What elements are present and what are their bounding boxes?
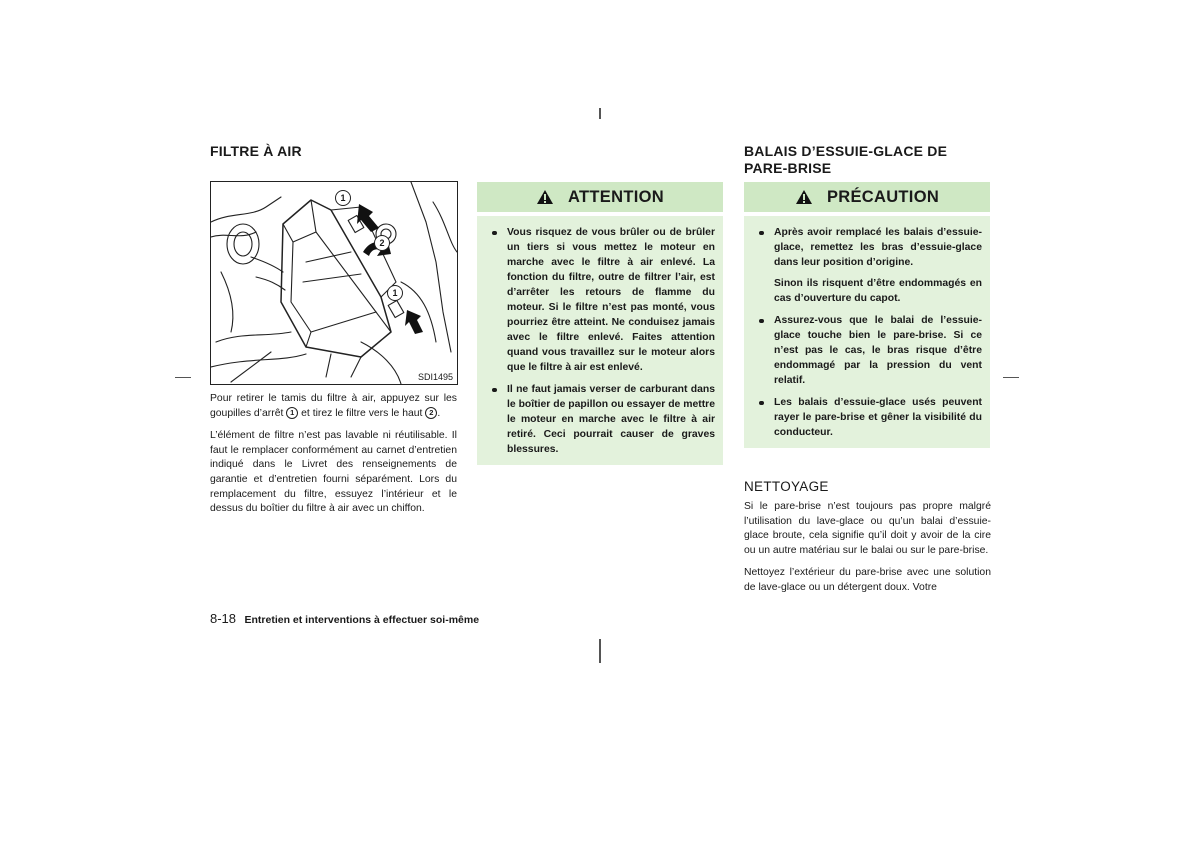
attention-item-2: Il ne faut jamais verser de carburant dans le boîtier de papillon ou essayer de mettre le moteur en marche avec le filtre à air retiré. Ceci pourrait causer de graves blessures.: [486, 382, 715, 457]
caution-item-1: Après avoir remplacé les balais d’essuie-glace, remettez les bras d’essuie-glace dans leur position d’origine.: [753, 225, 982, 270]
attention-header: [477, 182, 723, 212]
instruction-text-a: Pour retirer le tamis du filtre à air, appuyez sur les goupilles d’arrêt: [210, 393, 457, 419]
attention-box: [477, 182, 723, 465]
crop-mark-left: [175, 377, 191, 378]
attention-item-1: Vous risquez de vous brûler ou de brûler un tiers si vous mettez le moteur en marche avec le filtre à air enlevé. La fonction du filtre, outre de filtrer l’air, est d’arrêter les retours de flamme du moteur. Si le filtre n’est pas monté, vous pourriez être atteint. Ne conduisez jamais avec le filtre enlevé. Faites attention quand vous travaillez sur le moteur alors que le filtre à air est enlevé.: [486, 225, 715, 375]
warning-triangle-icon: [795, 189, 813, 205]
warning-triangle-icon: [536, 189, 554, 205]
air-filter-instructions: [210, 392, 457, 421]
crop-mark-bottom: [599, 639, 601, 663]
attention-content: [477, 216, 723, 465]
wiper-heading-line2: PARE-BRISE: [744, 160, 832, 176]
cleaning-para-2: Nettoyez l’extérieur du pare-brise avec une solution de lave-glace ou un détergent doux. Votre: [744, 567, 991, 593]
callout-1-top: 1: [335, 190, 351, 206]
caution-box: [744, 182, 990, 448]
callout-1-bottom: 1: [387, 285, 403, 301]
attention-list: [486, 225, 715, 457]
crop-mark-right: [1003, 377, 1019, 378]
inline-callout-2: 2: [425, 407, 437, 419]
page-footer: [210, 610, 479, 628]
air-filter-note: L’élément de filtre n’est pas lavable ni réutilisable. Il faut le remplacer conformément au carnet d’entretien indiqué dans le Livret des renseignements de garantie et d’entretien fourni séparément. Lors du remplacement du filtre, essuyez l’intérieur et le dessus du boîtier du filtre à air avec un chiffon.: [210, 430, 457, 515]
left-body: [210, 392, 457, 525]
cleaning-subheading: NETTOYAGE: [744, 479, 829, 494]
engine-bay-drawing: [211, 182, 457, 384]
caution-item-3: Les balais d’essuie-glace usés peuvent rayer le pare-brise et gêner la visibilité du conducteur.: [753, 395, 982, 440]
caution-item-2: Assurez-vous que le balai de l’essuie-glace touche bien le pare-brise. Si ce n’est pas le cas, le bras risque d’être endommagé par la pression du vent relatif.: [753, 313, 982, 388]
caution-header: [744, 182, 990, 212]
wiper-heading-line1: BALAIS D’ESSUIE-GLACE DE: [744, 143, 948, 159]
air-filter-illustration: [210, 181, 458, 385]
page-number: 8-18: [210, 611, 237, 626]
cleaning-section: [744, 479, 991, 604]
figure-code: SDI1495: [417, 372, 453, 382]
instruction-text-b: et tirez le filtre vers le haut: [301, 407, 423, 419]
caution-title: PRÉCAUTION: [826, 187, 940, 206]
section-heading-air-filter: FILTRE À AIR: [210, 143, 302, 159]
caution-item-1-followup: Sinon ils risquent d’être endommagés en cas d’ouverture du capot.: [774, 278, 982, 304]
caution-list: [753, 225, 982, 440]
cleaning-para-1: Si le pare-brise n’est toujours pas propre malgré l’utilisation du lave-glace ou qu’un balai d’essuie-glace broute, cela signifie qu’il doit y avoir de la cire ou un autre matériau sur le balai ou sur le pare-brise.: [744, 501, 991, 556]
instruction-text-c: .: [437, 407, 441, 419]
attention-title: ATTENTION: [568, 187, 664, 206]
caution-content: [744, 216, 990, 448]
wiper-heading: [744, 143, 947, 177]
callout-2: 2: [374, 235, 390, 251]
section-title: Entretien et interventions à effectuer soi-même: [244, 614, 480, 626]
inline-callout-1: 1: [286, 407, 298, 419]
crop-mark-top: [599, 108, 601, 119]
